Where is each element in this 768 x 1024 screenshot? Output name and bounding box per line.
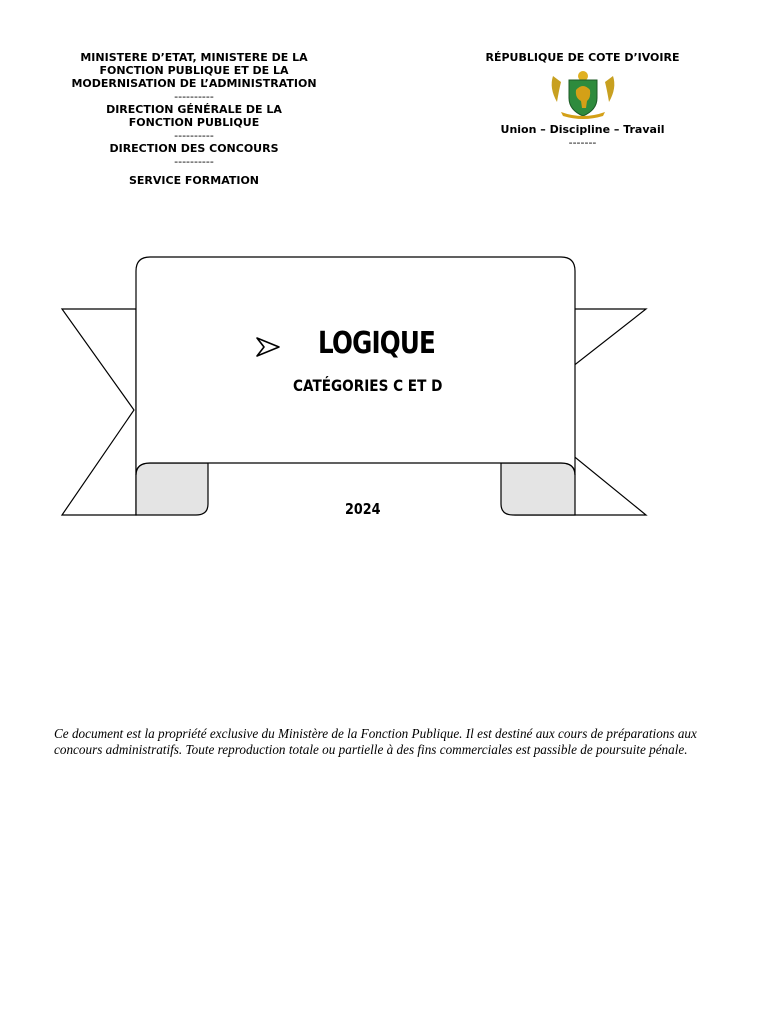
direction-generale-line-1: DIRECTION GÉNÉRALE DE LA — [106, 103, 282, 116]
separator: ------- — [568, 136, 597, 149]
separator: ---------- — [174, 90, 214, 103]
ministry-name-line-2: FONCTION PUBLIQUE ET DE LA — [99, 64, 289, 77]
service-formation: SERVICE FORMATION — [128, 174, 260, 187]
national-motto: Union – Discipline – Travail — [500, 123, 665, 136]
document-year: 2024 — [345, 500, 381, 518]
ministry-name-line-3: MODERNISATION DE L’ADMINISTRATION — [71, 77, 317, 90]
document-subtitle: CATÉGORIES C ET D — [293, 376, 443, 395]
separator: ---------- — [174, 155, 214, 168]
country-name: RÉPUBLIQUE DE COTE D’IVOIRE — [485, 51, 680, 64]
copyright-disclaimer: Ce document est la propriété exclusive du Ministère de la Fonction Publique. Il est destiné aux cours de préparations aux concours administratifs. Toute reproduction totale ou partielle à des fins commerciales est passible de poursuite pénale. — [54, 726, 697, 757]
direction-concours: DIRECTION DES CONCOURS — [109, 142, 279, 155]
arrow-bullet-icon — [255, 336, 281, 358]
direction-generale-line-2: FONCTION PUBLIQUE — [128, 116, 260, 129]
separator: ---------- — [174, 129, 214, 142]
document-title: LOGIQUE — [318, 326, 436, 361]
ministry-name-line-1: MINISTERE D’ETAT, MINISTERE DE LA — [80, 51, 308, 64]
